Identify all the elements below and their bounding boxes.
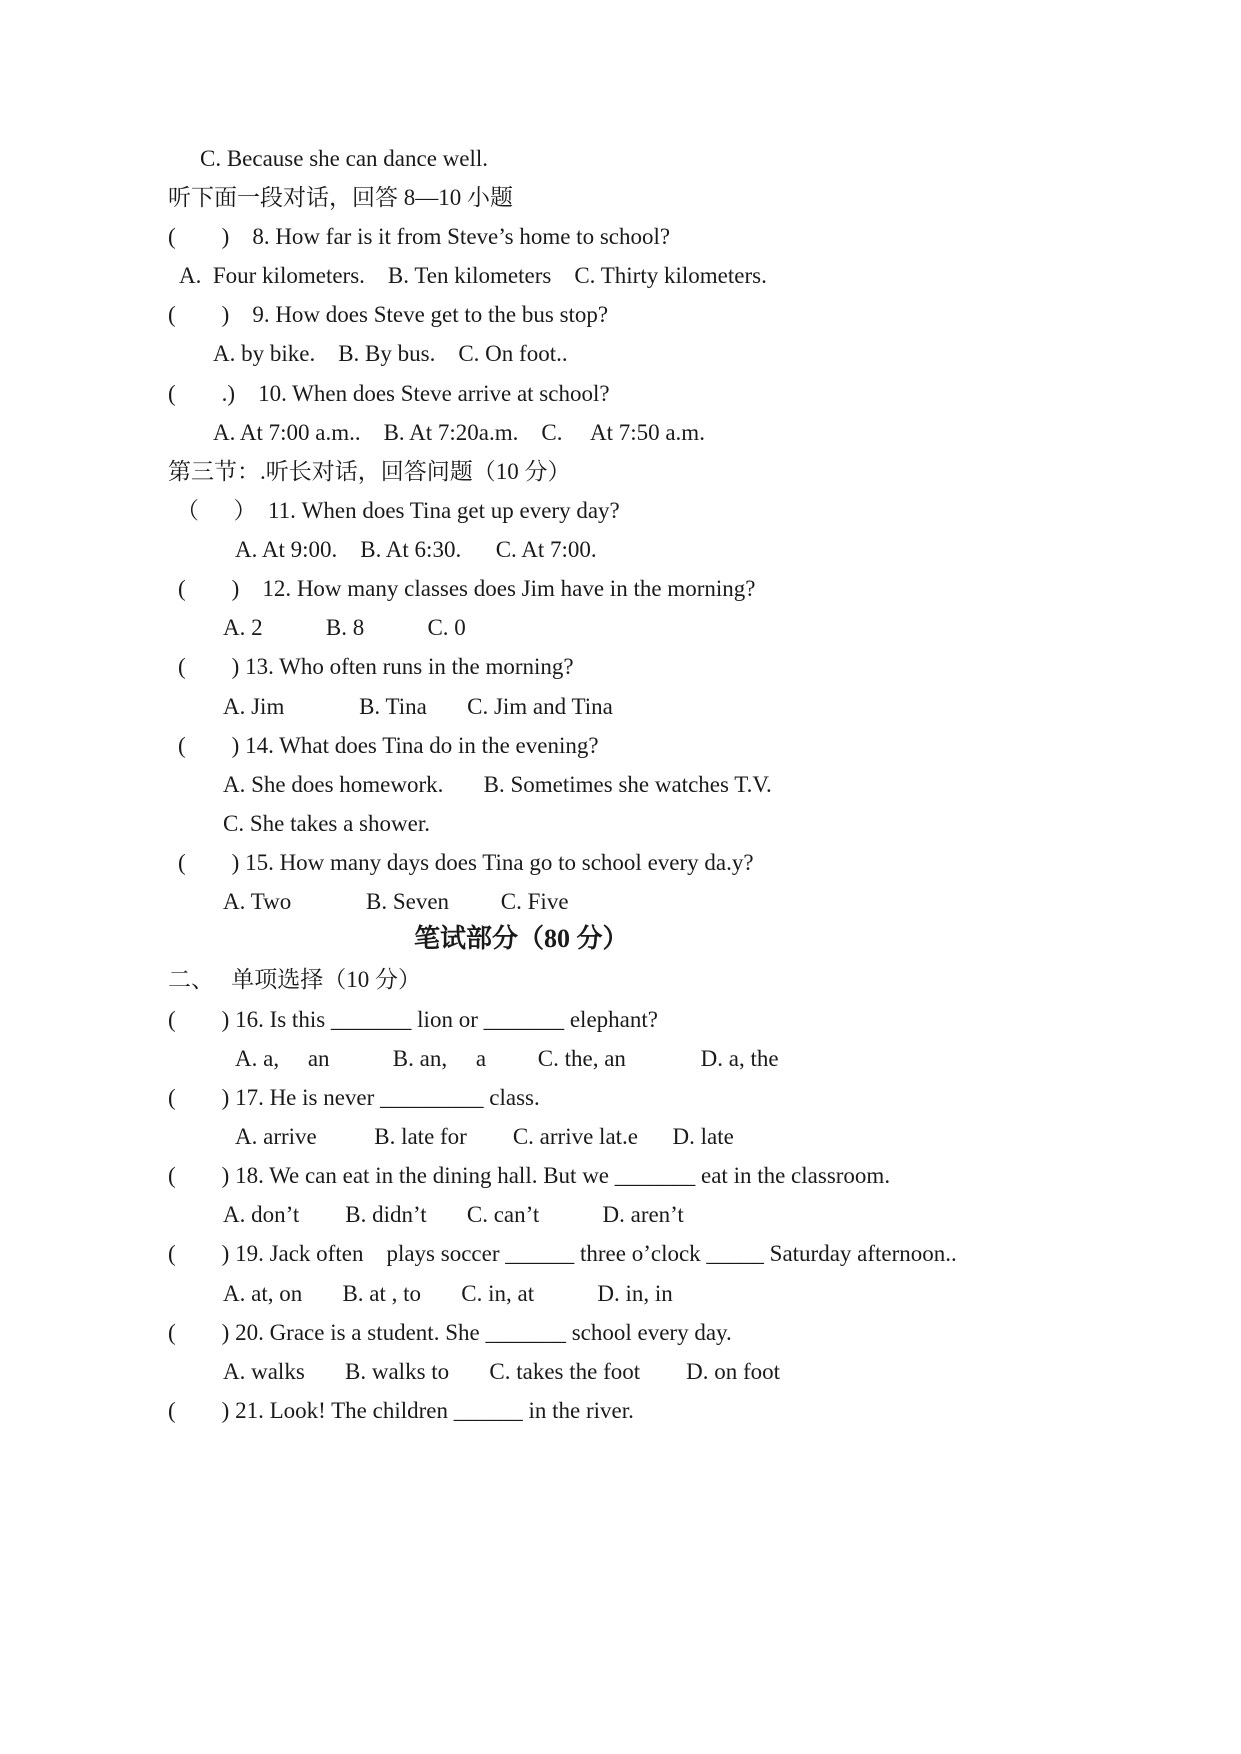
text-line-1: C. Because she can dance well. — [200, 146, 489, 171]
section-2-title: 二、 单项选择（10 分） — [168, 967, 421, 992]
options-8: A. Four kilometers. B. Ten kilometers C. Thirty kilometers. — [179, 263, 767, 288]
options-15: A. Two B. Seven C. Five — [223, 889, 569, 914]
question-14: ( ) 14. What does Tina do in the evening? — [178, 733, 599, 758]
question-20: ( ) 20. Grace is a student. She _______ school every day. — [168, 1320, 732, 1345]
question-8: ( ) 8. How far is it from Steve’s home to school? — [168, 224, 671, 249]
question-13: ( ) 13. Who often runs in the morning? — [178, 654, 574, 679]
options-19: A. at, on B. at , to C. in, at D. in, in — [223, 1281, 673, 1306]
options-13: A. Jim B. Tina C. Jim and Tina — [223, 694, 613, 719]
options-16: A. a, an B. an, a C. the, an D. a, the — [235, 1046, 779, 1071]
options-11: A. At 9:00. B. At 6:30. C. At 7:00. — [235, 537, 597, 562]
written-section-heading: 笔试部分（80 分） — [414, 924, 629, 953]
question-15: ( ) 15. How many days does Tina go to school every da.y? — [178, 850, 754, 875]
question-11: （ ） 11. When does Tina get up every day? — [176, 498, 620, 523]
text-line-2: 听下面一段对话，回答 8—10 小题 — [168, 185, 513, 210]
options-14-ab: A. She does homework. B. Sometimes she watches T.V. — [223, 772, 772, 797]
question-16: ( ) 16. Is this _______ lion or _______ elephant? — [168, 1007, 658, 1032]
question-18: ( ) 18. We can eat in the dining hall. But we _______ eat in the classroom. — [168, 1163, 891, 1188]
options-20: A. walks B. walks to C. takes the foot D. on foot — [223, 1359, 781, 1384]
options-17: A. arrive B. late for C. arrive lat.e D. late — [235, 1124, 734, 1149]
question-10: ( .) 10. When does Steve arrive at school? — [168, 381, 610, 406]
section-3-title: 第三节：.听长对话，回答问题（10 分） — [168, 459, 571, 484]
question-9: ( ) 9. How does Steve get to the bus stop? — [168, 302, 609, 327]
question-12: ( ) 12. How many classes does Jim have in the morning? — [178, 576, 756, 601]
question-21: ( ) 21. Look! The children ______ in the river. — [168, 1398, 634, 1423]
question-19: ( ) 19. Jack often plays soccer ______ three o’clock _____ Saturday afternoon.. — [168, 1241, 957, 1266]
options-14-c: C. She takes a shower. — [223, 811, 430, 836]
options-18: A. don’t B. didn’t C. can’t D. aren’t — [223, 1202, 684, 1227]
options-12: A. 2 B. 8 C. 0 — [223, 615, 466, 640]
options-10: A. At 7:00 a.m.. B. At 7:20a.m. C. At 7:50 a.m. — [213, 420, 705, 445]
question-17: ( ) 17. He is never _________ class. — [168, 1085, 540, 1110]
options-9: A. by bike. B. By bus. C. On foot.. — [213, 341, 568, 366]
